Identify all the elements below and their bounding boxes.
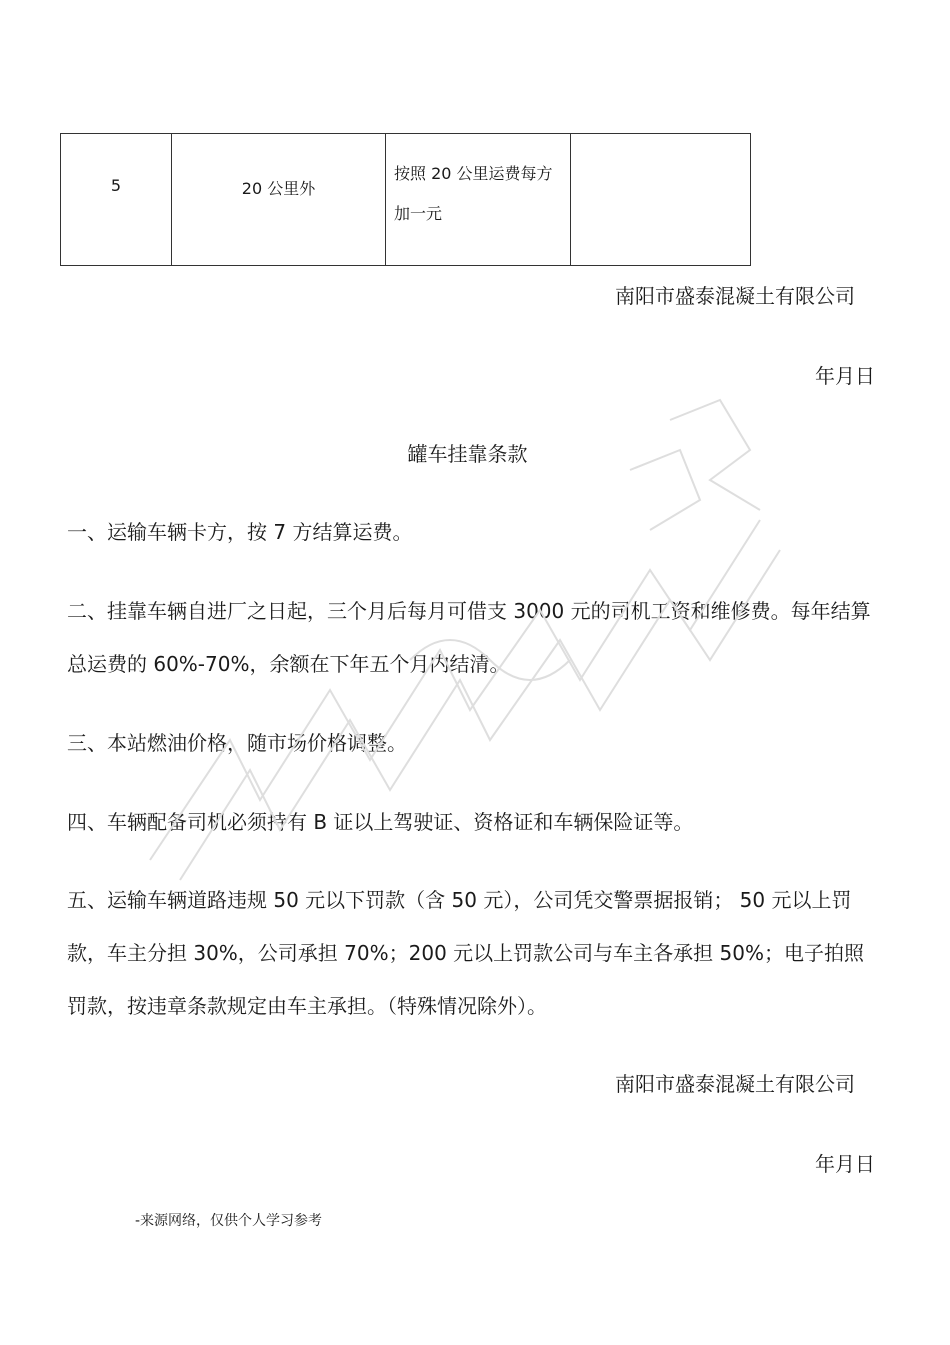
table-row bbox=[61, 134, 751, 266]
source-note: -来源网络，仅供个人学习参考 bbox=[135, 1213, 323, 1229]
rate-table bbox=[60, 133, 751, 266]
row-distance: 20 公里外 bbox=[172, 134, 386, 266]
date-bottom: 年月日 bbox=[815, 1152, 875, 1176]
clause-4: 四、车辆配备司机必须持有 B 证以上驾驶证、资格证和车辆保险证等。 bbox=[67, 810, 694, 834]
company-name-bottom: 南阳市盛泰混凝土有限公司 bbox=[615, 1072, 855, 1096]
row-note bbox=[571, 134, 751, 266]
clause-5: 五、运输车辆道路违规 50 元以下罚款（含 50 元），公司凭交警票据报销； 50 元以上罚款，车主分担 30%，公司承担 70%；200 元以上罚款公司与车主各承担 50%；电子拍照罚款，按违章条款规定由车主承担。（特殊情况除外）。 bbox=[67, 888, 864, 1018]
company-name-top: 南阳市盛泰混凝土有限公司 bbox=[615, 284, 855, 308]
date-top: 年月日 bbox=[815, 364, 875, 388]
row-index: 5 bbox=[61, 134, 172, 266]
clause-2: 二、挂靠车辆自进厂之日起，三个月后每月可借支 3000 元的司机工资和维修费。每年结算总运费的 60%-70%，余额在下年五个月内结清。 bbox=[67, 599, 871, 676]
clause-1: 一、运输车辆卡方，按 7 方结算运费。 bbox=[67, 520, 413, 544]
clause-3: 三、本站燃油价格，随市场价格调整。 bbox=[67, 731, 407, 755]
document-title: 罐车挂靠条款 bbox=[407, 442, 528, 466]
row-rule: 按照 20 公里运费每方加一元 bbox=[386, 134, 571, 266]
